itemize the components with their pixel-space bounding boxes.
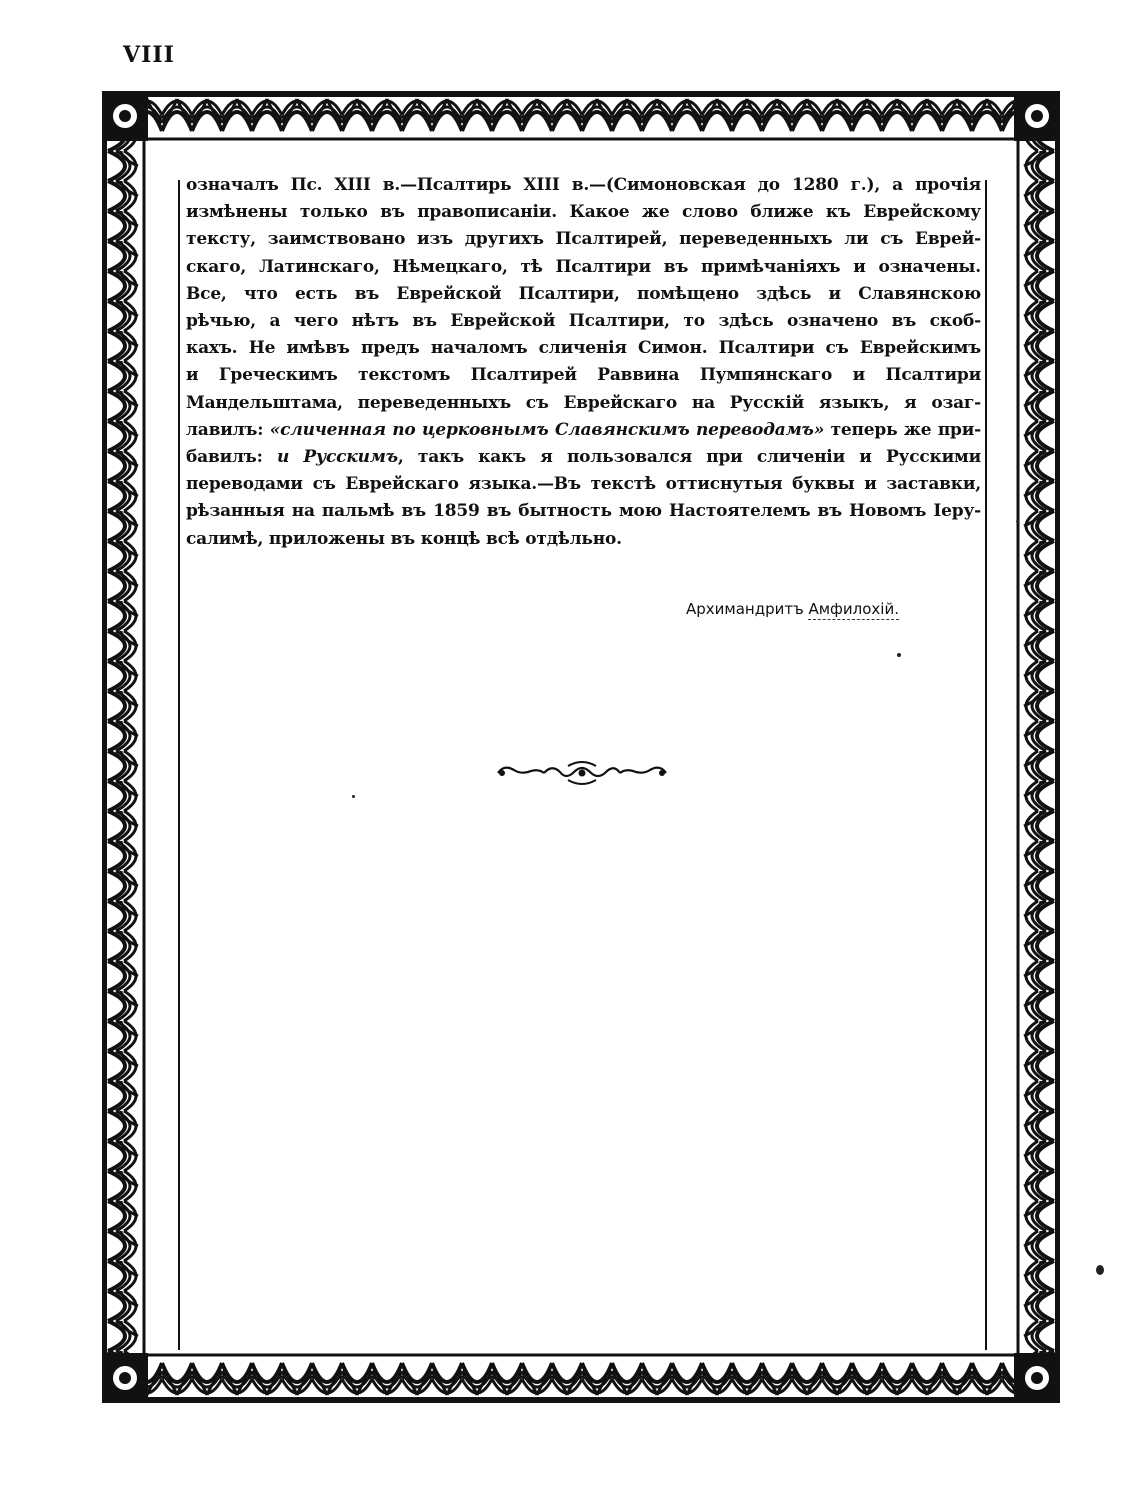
text-segment: , такъ какъ я пользовался при сличеніи и Русскими [397, 447, 981, 468]
text-line [186, 417, 981, 444]
text-segment: бавилъ: [186, 447, 277, 468]
text-line: салимѣ, приложены въ концѣ всѣ отдѣльно. [186, 528, 622, 549]
text-line: тексту, заимствовано изъ другихъ Псалтирей, переведенныхъ ли съ Еврей- [186, 229, 981, 250]
text-line: переводами съ Еврейскаго языка.—Въ текстѣ оттиснутыя буквы и заставки, [186, 474, 981, 495]
italic-phrase: и Русскимъ [276, 447, 398, 468]
text-segment: лавилъ: [186, 419, 270, 440]
text-line: Мандельштама, переведенныхъ съ Еврейскаго на Русскій языкъ, я озаг- [186, 392, 981, 413]
text-line: скаго, Латинскаго, Нѣмецкаго, тѣ Псалтири въ примѣчаніяхъ и означены. [186, 256, 981, 277]
text-line: и Греческимъ текстомъ Псалтирей Раввина Пумпянскаго и Псалтири [186, 365, 981, 386]
signature-title: Архимандритъ [686, 600, 804, 618]
italic-title: «сличенная по церковнымъ Славянскимъ переводамъ» [269, 419, 825, 440]
print-speck [897, 653, 901, 657]
text-line: рѣзанныя на пальмѣ въ 1859 въ бытность мою Настоятелемъ въ Новомъ Iеру- [186, 501, 981, 522]
page-number: VIII [123, 42, 175, 68]
signature [686, 600, 899, 618]
text-line: кахъ. Не имѣвъ предъ началомъ сличенія Симон. Псалтири съ Еврейскимъ [186, 338, 981, 359]
signature-name: Амфилохій. [808, 600, 899, 618]
print-speck [1016, 520, 1019, 523]
text-line: означалъ Пс. XIII в.—Псалтирь XIII в.—(Симоновская до 1280 г.), а прочія [186, 175, 981, 195]
print-speck [1096, 1265, 1104, 1275]
print-speck [352, 795, 355, 798]
text-segment: теперь же при- [824, 419, 981, 440]
tailpiece-ornament [494, 760, 670, 790]
text-line: рѣчью, а чего нѣтъ въ Еврейской Псалтири, то здѣсь означено въ скоб- [186, 311, 981, 332]
left-text-rule [178, 180, 180, 1350]
right-text-rule [985, 180, 987, 1350]
text-line: Все, что есть въ Еврейской Псалтири, помѣщено здѣсь и Славянскою [186, 283, 981, 304]
body-text [186, 172, 981, 553]
text-line: измѣнены только въ правописаніи. Какое же слово ближе къ Еврейскому [186, 202, 981, 223]
text-line [186, 444, 981, 471]
